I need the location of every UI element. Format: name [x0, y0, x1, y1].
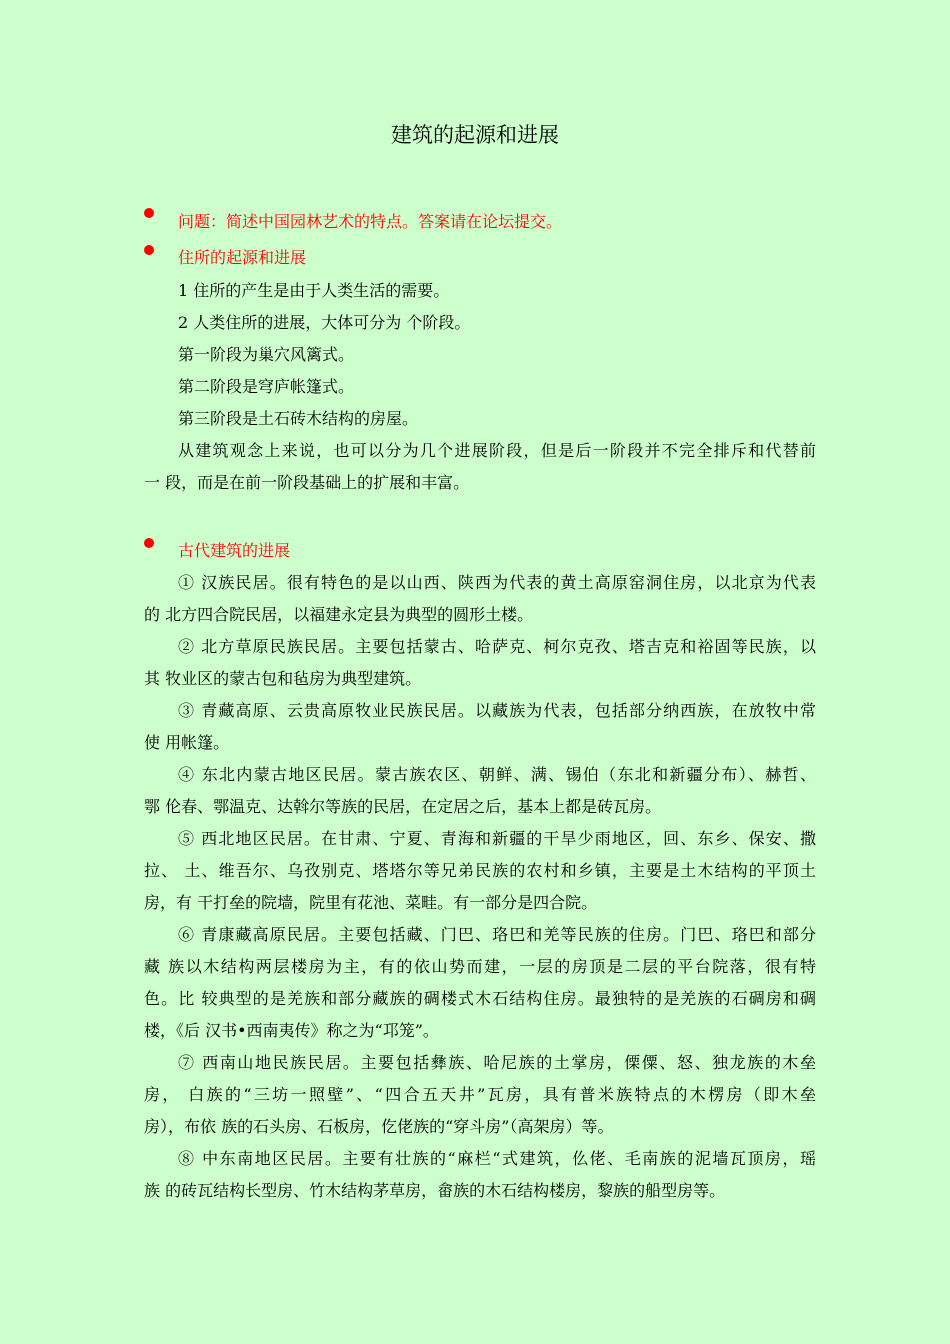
paragraph-line: 族 的砖瓦结构长型房、竹木结构茅草房，畲族的木石结构楼房，黎族的船型房等。	[144, 1181, 726, 1200]
paragraph-line: 房， 白族的“三坊一照壁”、“四合五天井”瓦房，具有普米族特点的木楞房（即木垒	[144, 1085, 816, 1104]
bullet-icon	[144, 245, 154, 255]
paragraph-line: ⑧ 中东南地区民居。主要有壮族的“麻栏“式建筑，仫佬、毛南族的泥墙瓦顶房，瑶	[178, 1149, 816, 1168]
paragraph-line: ⑦ 西南山地民族民居。主要包括彝族、哈尼族的土掌房，傈僳、怒、独龙族的木垒	[178, 1053, 816, 1072]
paragraph-line: 1 住所的产生是由于人类生活的需要。	[178, 281, 450, 300]
paragraph-line: 一 段，而是在前一阶段基础上的扩展和丰富。	[144, 473, 470, 492]
paragraph-line: 拉、 土、维吾尔、乌孜别克、塔塔尔等兄弟民族的农村和乡镇，主要是土木结构的平顶土	[144, 861, 816, 880]
paragraph-line: ③ 青藏高原、云贵高原牧业民族民居。以藏族为代表，包括部分纳西族，在放牧中常	[178, 701, 816, 720]
paragraph-line: 房），布依 族的石头房、石板房，仡佬族的“穿斗房”（高架房）等。	[144, 1117, 614, 1136]
paragraph-line: 从建筑观念上来说，也可以分为几个进展阶段，但是后一阶段并不完全排斥和代替前	[178, 441, 816, 460]
bullet-icon	[144, 208, 154, 218]
page-title: 建筑的起源和进展	[391, 123, 559, 147]
paragraph-line: 藏 族以木结构两层楼房为主，有的依山势而建，一层的房顶是二层的平台院落，很有特	[144, 957, 816, 976]
paragraph-line: ② 北方草原民族民居。主要包括蒙古、哈萨克、柯尔克孜、塔吉克和裕固等民族，以	[178, 637, 816, 656]
paragraph-line: 2 人类住所的进展，大体可分为 个阶段。	[178, 313, 471, 332]
paragraph-line: 楼，《后 汉书•西南夷传》称之为“邛笼”。	[144, 1021, 439, 1040]
paragraph-line: 的 北方四合院民居，以福建永定县为典型的圆形土楼。	[144, 605, 534, 624]
paragraph-line: 第二阶段是穹庐帐篷式。	[178, 377, 355, 396]
paragraph-line: 使 用帐篷。	[144, 733, 230, 752]
ancient-heading: 古代建筑的进展	[178, 541, 291, 560]
paragraph-line: 第三阶段是土石砖木结构的房屋。	[178, 409, 419, 428]
paragraph-line: ⑤ 西北地区民居。在甘肃、宁夏、青海和新疆的干旱少雨地区，回、东乡、保安、撒	[178, 829, 816, 848]
dwelling-heading: 住所的起源和进展	[178, 248, 307, 267]
paragraph-line: ④ 东北内蒙古地区民居。蒙古族农区、朝鲜、满、锡伯（东北和新疆分布）、赫哲、	[178, 765, 816, 784]
paragraph-line: 色。比 较典型的是羌族和部分藏族的碉楼式木石结构住房。最独特的是羌族的石碉房和碉	[144, 989, 816, 1008]
paragraph-line: ① 汉族民居。很有特色的是以山西、陕西为代表的黄土高原窑洞住房，以北京为代表	[178, 573, 816, 592]
paragraph-line: 第一阶段为巢穴风篱式。	[178, 345, 355, 364]
paragraph-line: ⑥ 青康藏高原民居。主要包括藏、门巴、珞巴和羌等民族的住房。门巴、珞巴和部分	[178, 925, 816, 944]
paragraph-line: 鄂 伦春、鄂温克、达斡尔等族的民居，在定居之后，基本上都是砖瓦房。	[144, 797, 662, 816]
bullet-icon	[144, 538, 154, 548]
paragraph-line: 房，有 干打垒的院墙，院里有花池、菜畦。有一部分是四合院。	[144, 893, 598, 912]
paragraph-line: 其 牧业区的蒙古包和毡房为典型建筑。	[144, 669, 422, 688]
question-text: 问题：简述中国园林艺术的特点。答案请在论坛提交。	[178, 212, 563, 231]
